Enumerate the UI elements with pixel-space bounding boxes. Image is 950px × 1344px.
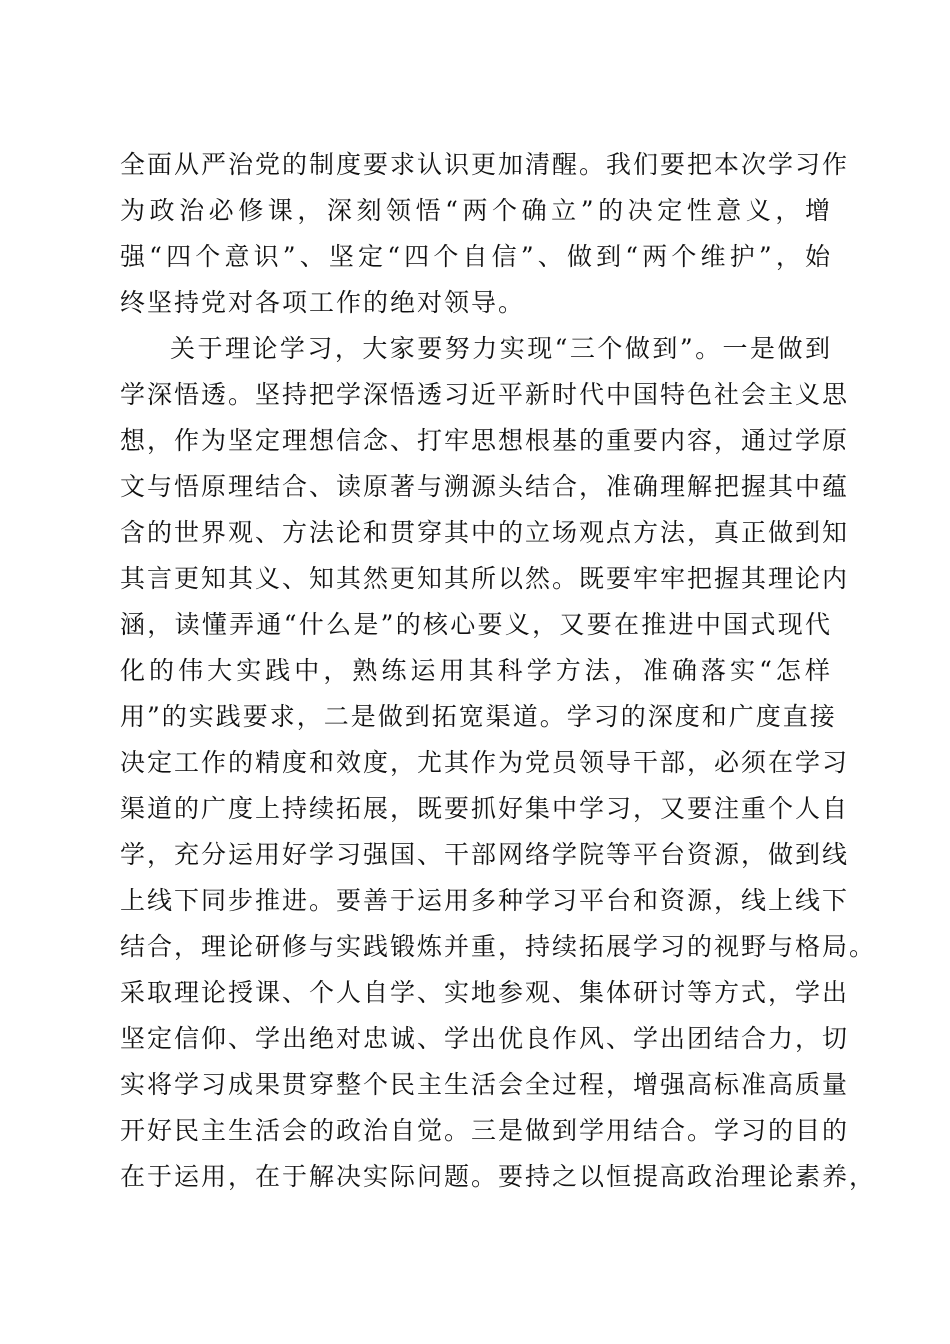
text-line: 结合，理论研修与实践锻炼并重，持续拓展学习的视野与格局。 (120, 932, 877, 961)
body-text (120, 142, 877, 1200)
text-line: 化的伟大实践中，熟练运用其科学方法，准确落实“怎样 (120, 656, 832, 685)
text-line: 坚定信仰、学出绝对忠诚、学出优良作风、学出团结合力，切 (120, 1024, 850, 1053)
text-line: 开好民主生活会的政治自觉。三是做到学用结合。学习的目的 (120, 1116, 850, 1145)
text-line: 其言更知其义、知其然更知其所以然。既要牢牢把握其理论内 (120, 564, 850, 593)
text-line: 采取理论授课、个人自学、实地参观、集体研讨等方式，学出 (120, 978, 850, 1007)
text-line: 渠道的广度上持续拓展，既要抓好集中学习，又要注重个人自 (120, 794, 850, 823)
text-line: 在于运用，在于解决实际问题。要持之以恒提高政治理论素养， (120, 1162, 877, 1191)
text-line: 学深悟透。坚持把学深悟透习近平新时代中国特色社会主义思 (120, 380, 850, 409)
text-line: 全面从严治党的制度要求认识更加清醒。我们要把本次学习作 (120, 150, 850, 179)
text-line: 想，作为坚定理想信念、打牢思想根基的重要内容，通过学原 (120, 426, 850, 455)
text-line: 涵，读懂弄通“什么是”的核心要义，又要在推进中国式现代 (120, 610, 832, 639)
text-line: 强“四个意识”、坚定“四个自信”、做到“两个维护”，始 (120, 242, 832, 271)
text-line: 上线下同步推进。要善于运用多种学习平台和资源，线上线下 (120, 886, 850, 915)
text-line: 含的世界观、方法论和贯穿其中的立场观点方法，真正做到知 (120, 518, 850, 547)
text-line: 决定工作的精度和效度，尤其作为党员领导干部，必须在学习 (120, 748, 850, 777)
text-line: 用”的实践要求，二是做到拓宽渠道。学习的深度和广度直接 (120, 702, 837, 731)
text-line: 终坚持党对各项工作的绝对领导。 (120, 288, 526, 317)
paragraph-first-line: 关于理论学习，大家要努力实现“三个做到”。一是做到 (170, 334, 832, 363)
text-line: 学，充分运用好学习强国、干部网络学院等平台资源，做到线 (120, 840, 850, 869)
text-line: 实将学习成果贯穿整个民主生活会全过程，增强高标准高质量 (120, 1070, 850, 1099)
text-line: 文与悟原理结合、读原著与溯源头结合，准确理解把握其中蕴 (120, 472, 850, 501)
text-line: 为政治必修课，深刻领悟“两个确立”的决定性意义，增 (120, 196, 832, 225)
